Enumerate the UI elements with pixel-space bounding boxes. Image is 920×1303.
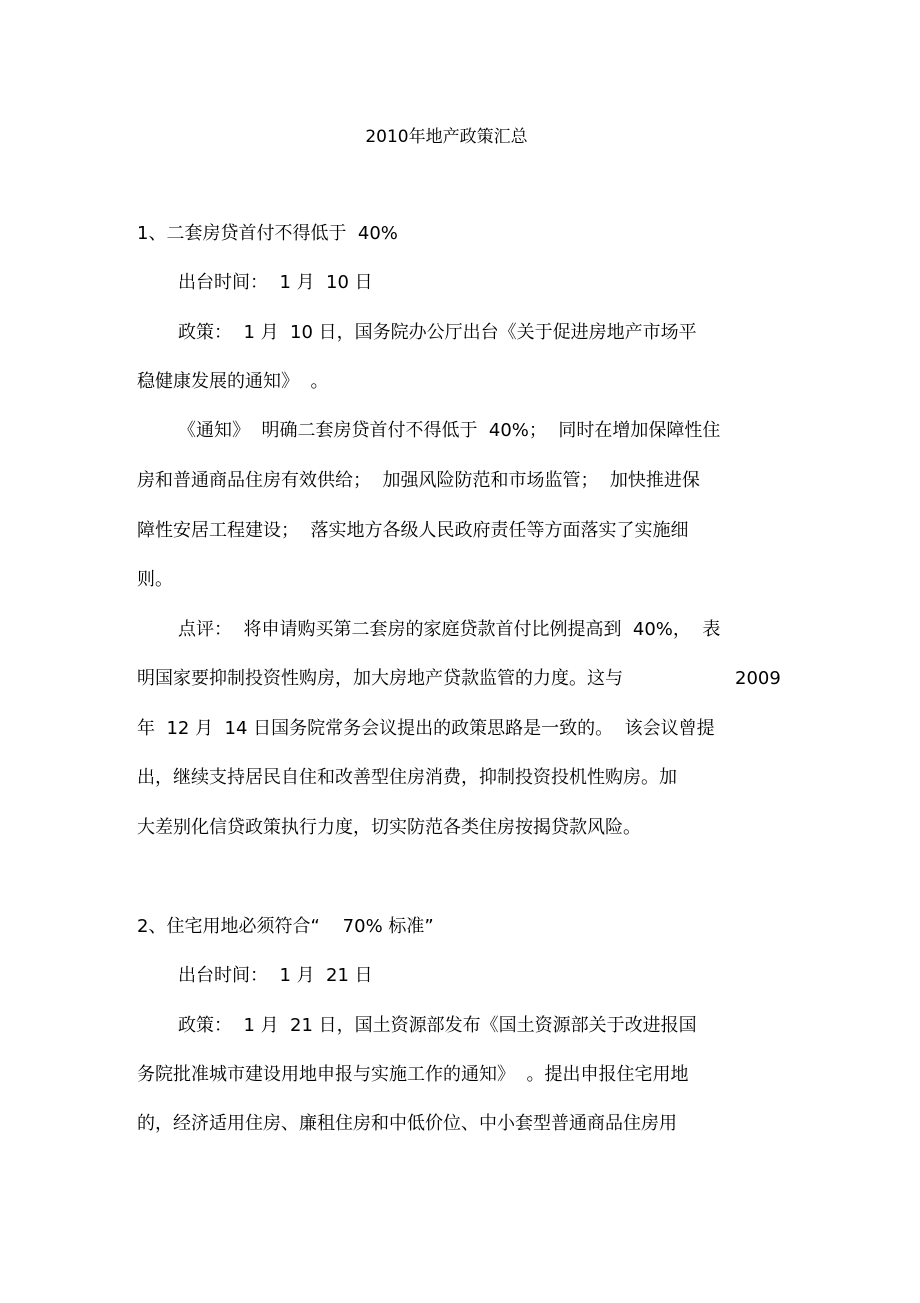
section-2-heading: 2、住宅用地必须符合“ 70% 标准” <box>137 916 434 937</box>
section-2-date: 出台时间： 1 月 21 日 <box>178 965 373 986</box>
section-1-notice-line: 障性安居工程建设； 落实地方各级人民政府责任等方面落实了实施细 <box>137 520 689 541</box>
section-1-notice-line: 则。 <box>137 569 173 590</box>
section-1-date: 出台时间： 1 月 10 日 <box>178 272 373 293</box>
section-1-comment-line: 出，继续支持居民自住和改善型住房消费，抑制投资投机性购房。加 <box>137 767 677 788</box>
section-2-policy-line: 务院批准城市建设用地申报与实施工作的通知》 。提出申报住宅用地 <box>137 1064 689 1085</box>
document-title: 2010年地产政策汇总 <box>365 127 528 147</box>
section-1-notice-line: 房和普通商品住房有效供给； 加强风险防范和市场监管； 加快推进保 <box>137 470 700 491</box>
section-2-policy-line: 的，经济适用住房、廉租住房和中低价位、中小套型普通商品住房用 <box>137 1113 677 1134</box>
section-1-comment-line: 大差别化信贷政策执行力度，切实防范各类住房按揭贷款风险。 <box>137 817 641 838</box>
section-1-comment-line: 明国家要抑制投资性购房，加大房地产贷款监管的力度。这与 <box>137 668 623 689</box>
section-1-policy-line: 政策： 1 月 10 日，国务院办公厅出台《关于促进房地产市场平 <box>178 322 697 343</box>
section-1-comment-line: 年 12 月 14 日国务院常务会议提出的政策思路是一致的。 该会议曾提 <box>137 718 715 739</box>
section-1-policy-line: 稳健康发展的通知》 。 <box>137 371 329 392</box>
section-2-policy-line: 政策： 1 月 21 日，国土资源部发布《国土资源部关于改进报国 <box>178 1015 697 1036</box>
section-1-comment-line: 点评： 将申请购买第二套房的家庭贷款首付比例提高到 40%， 表 <box>178 619 721 640</box>
section-1-comment-year: 2009 <box>735 668 781 689</box>
section-1-heading: 1、二套房贷首付不得低于 40% <box>137 223 398 244</box>
section-1-notice-line: 《通知》 明确二套房贷首付不得低于 40%； 同时在增加保障性住 <box>178 420 721 441</box>
